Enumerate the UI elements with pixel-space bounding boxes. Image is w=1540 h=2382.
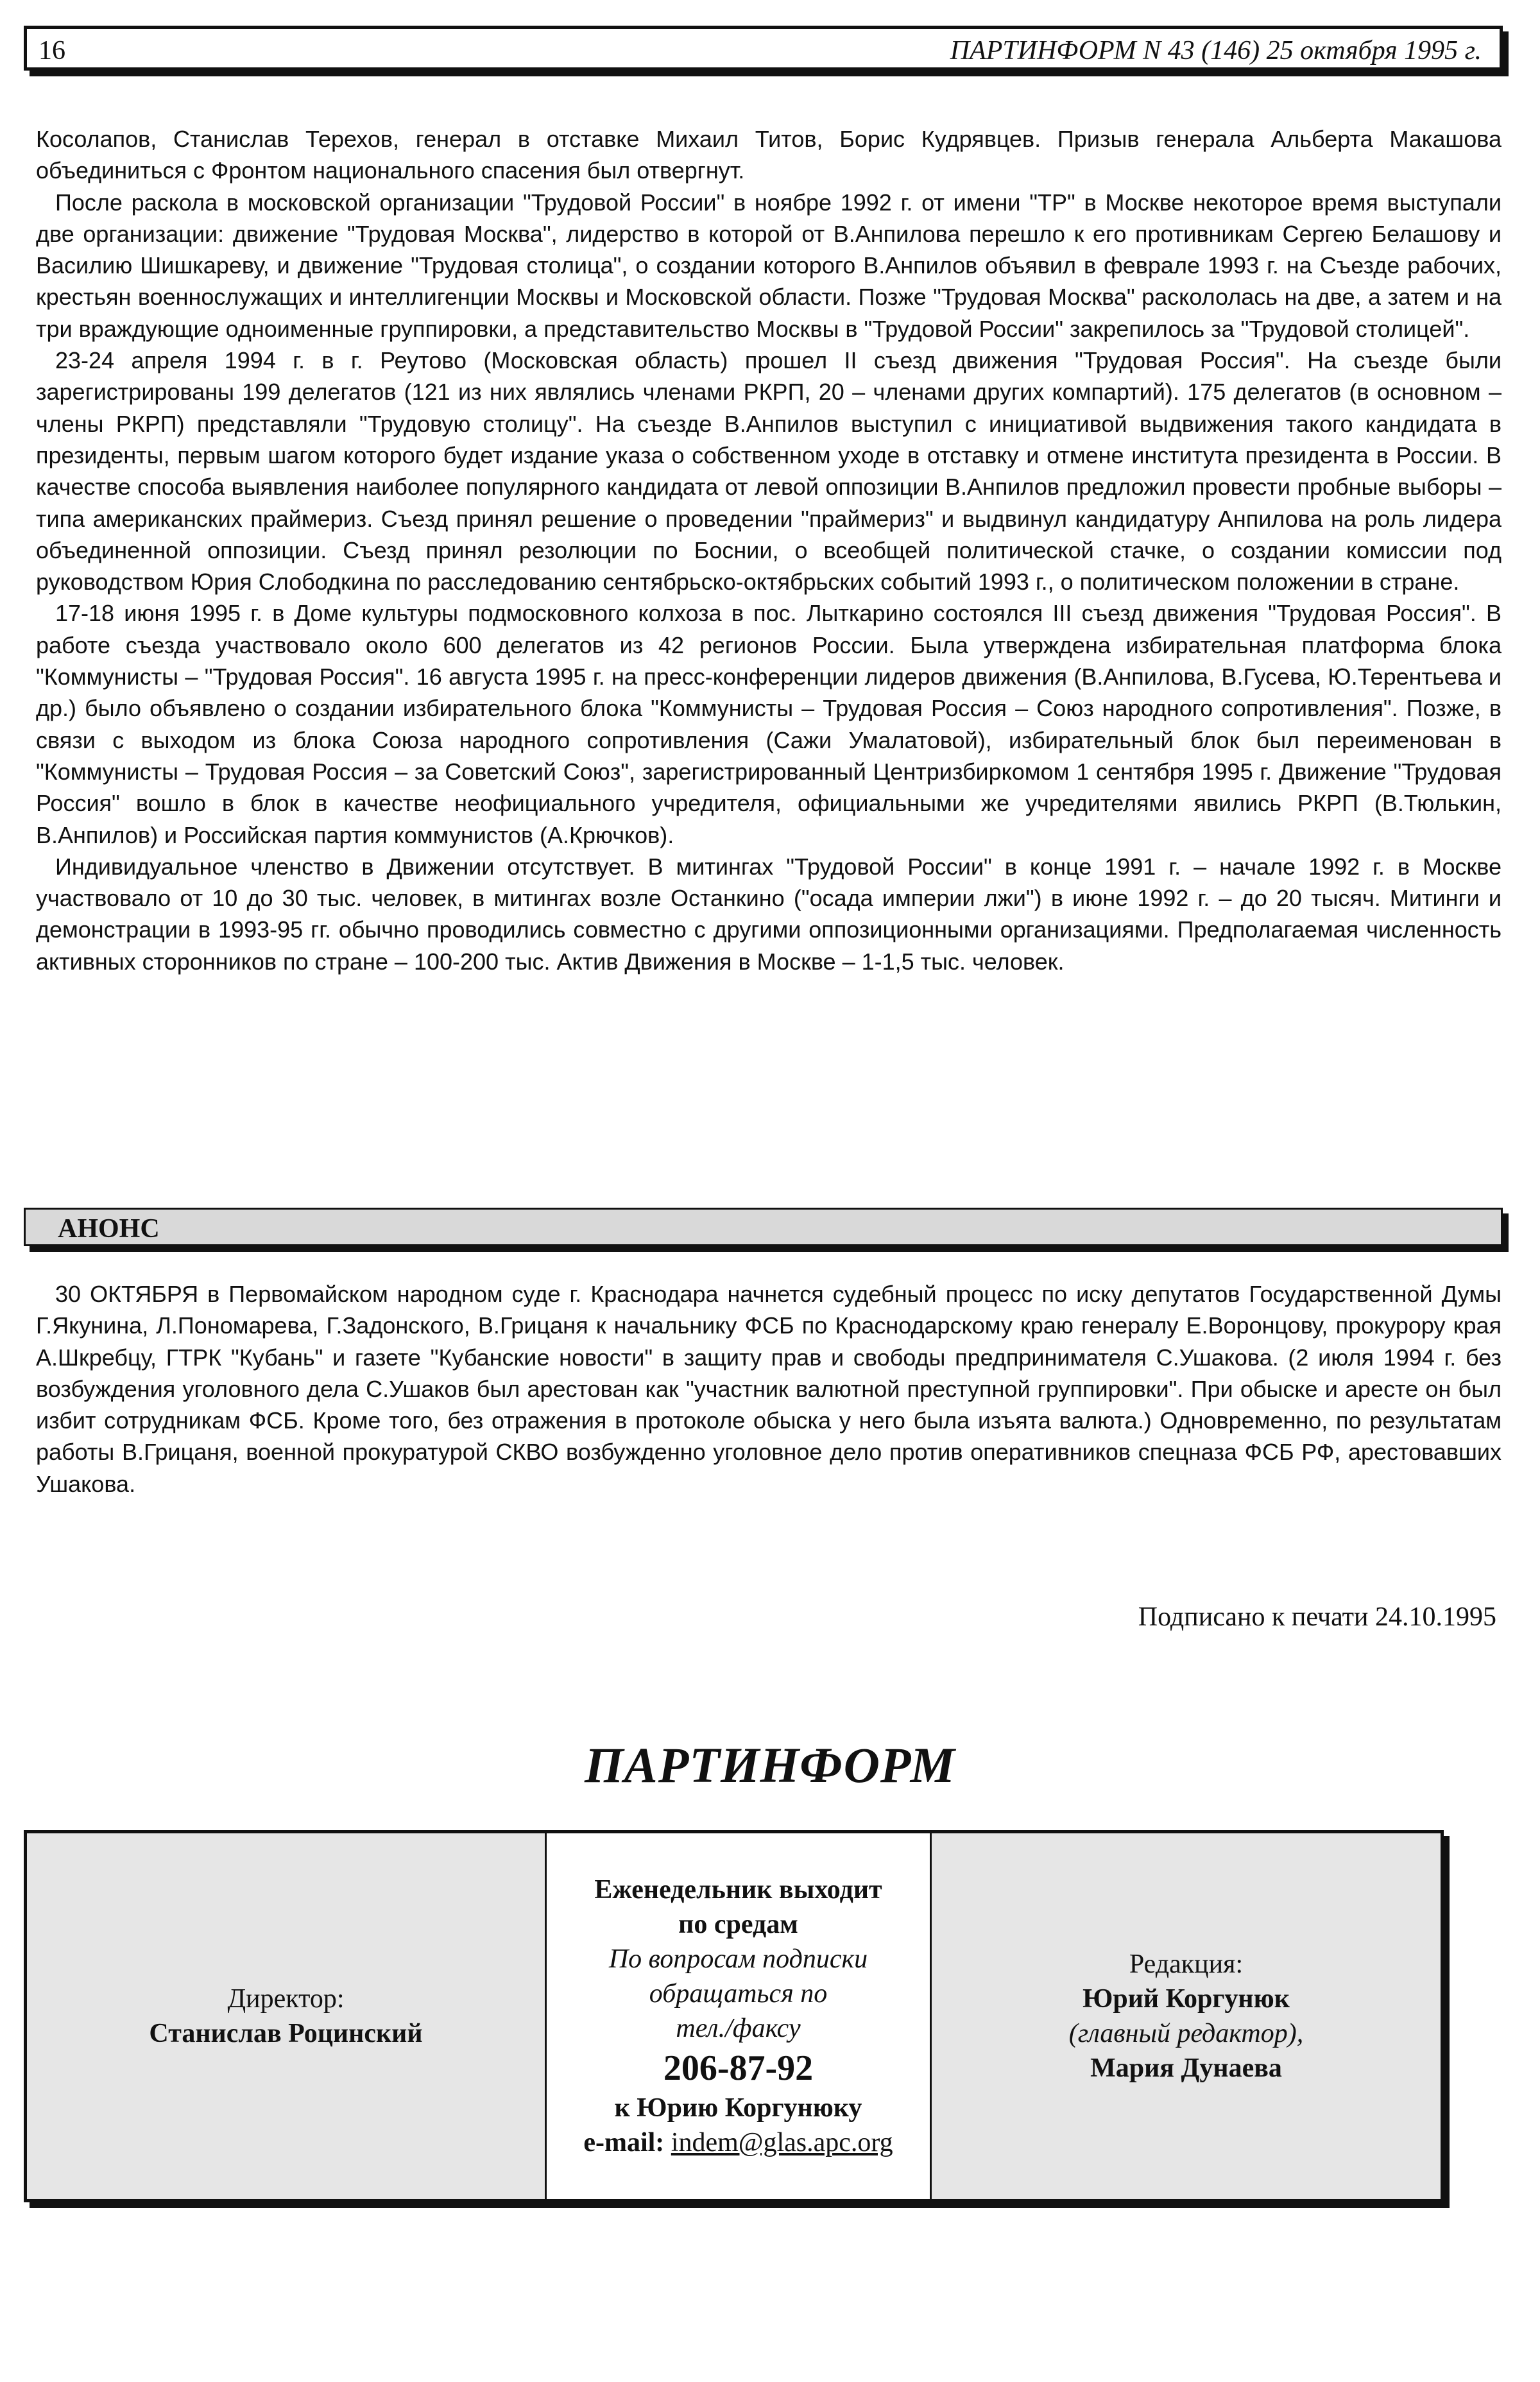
director-label: Директор: bbox=[227, 1984, 345, 2014]
main-article bbox=[36, 123, 1502, 977]
editorial-label: Редакция: bbox=[1129, 1949, 1244, 1979]
announce-paragraph: 30 ОКТЯБРЯ в Первомайском народном суде г. Краснодара начнется судебный процесс по иску депутатов Государственной Думы Г.Якунина, Л.Пономарева, Г.Задонского, В.Грицаня к начальнику ФСБ по Краснодарскому краю генералу Е.Воронцову, прокурору края А.Шкребцу, ГТРК "Кубань" и газете "Кубанские новости" в защиту прав и свободы предпринимателя С.Ушакова. (2 июля 1994 г. без возбуждения уголовного дела С.Ушаков был арестован как "участник валютной преступной группировки". При обыске и аресте он был избит сотрудникам ФСБ. Кроме того, без отражения в протоколе обыска у него была изъята валюта.) Одновременно, по результатам работы В.Грицаня, военной прокуратурой СКВО возбужденно уголовное дело против оперативников спецназа ФСБ РФ, арестовавших Ушакова. bbox=[36, 1281, 1502, 1497]
weekly-line-1: Еженедельник выходит bbox=[594, 1875, 882, 1905]
director-name: Станислав Роцинский bbox=[149, 2019, 423, 2048]
paragraph: Индивидуальное членство в Движении отсутствует. В митингах "Трудовой России" в конце 1991 г. – начале 1992 г. в Москве участвовало от 10 до 30 тыс. человек, в митингах возле Останкино ("осада империи лжи") в июне 1992 г. – до 20 тысяч. Митинги и демонстрации в 1993-95 гг. обычно проводились совместно с другими оппозиционными организациями. Предполагаемая численность активных сторонников по стране – 100-200 тыс. Актив Движения в Москве – 1-1,5 тыс. человек. bbox=[36, 853, 1502, 975]
imprint-director-cell bbox=[27, 1833, 547, 2199]
weekly-line-2: по средам bbox=[678, 1910, 798, 1939]
editor2-name: Мария Дунаева bbox=[1090, 2053, 1282, 2083]
paragraph: 23-24 апреля 1994 г. в г. Реутово (Московская область) прошел II съезд движения "Трудовая Россия". На съезде были зарегистрированы 199 делегатов (121 из них являлись членами РКРП, 20 – членами других компартий). 175 делегатов (в основном – члены РКРП) представляли "Трудовую столицу". На съезде В.Анпилов выступил с инициативой выдвижения такого кандидата в президенты, первым шагом которого будет издание указа о собственном уходе в отставку и отмене института президента в России. В качестве способа выявления наиболее популярного кандидата от левой оппозиции В.Анпилов предложил провести пробные выборы – типа американских праймериз. Съезд принял решение о проведении "праймериз" и выдвинул кандидатуру Анпилова на роль лидера объединенной оппозиции. Съезд принял резолюции по Боснии, о всеобщей политической стачке, о создании комиссии под руководством Юрия Слободкина по расследованию сентябрьско-октябрьских событий 1993 г., о политическом положении в стране. bbox=[36, 347, 1502, 596]
announce-section bbox=[36, 1278, 1502, 1500]
issue-line: ПАРТИНФОРМ N 43 (146) 25 октября 1995 г. bbox=[950, 36, 1482, 65]
imprint-subscription-cell bbox=[547, 1833, 932, 2199]
paragraph: 17-18 июня 1995 г. в Доме культуры подмосковного колхоза в пос. Лыткарино состоялся III съезд движения "Трудовая Россия". В работе съезда участвовало около 600 делегатов из 42 регионов России. Была утверждена избирательная платформа блока "Коммунисты – "Трудовая Россия". 16 августа 1995 г. на пресс-конференции лидеров движения (В.Анпилова, В.Гусева, Ю.Терентьева и др.) было объявлено о создании избирательного блока "Коммунисты – Трудовая Россия – Союз народного сопротивления". Позже, в связи с выходом из блока Союза народного сопротивления (Сажи Умалатовой), избирательный блок был переименован в "Коммунисты – Трудовая Россия – за Советский Союз", зарегистрированный Центризбиркомом 1 сентября 1995 г. Движение "Трудовая Россия" вошло в блок в качестве неофициального учредителя, официальными же учредителями явились РКРП (В.Тюлькин, В.Анпилов) и Российская партия коммунистов (А.Крючков). bbox=[36, 600, 1502, 848]
phone-number: 206-87-92 bbox=[663, 2048, 814, 2088]
editor-name: Юрий Коргунюк bbox=[1082, 1984, 1290, 2014]
imprint-table bbox=[24, 1830, 1444, 2202]
page-number: 16 bbox=[38, 36, 65, 65]
signed-to-print: Подписано к печати 24.10.1995 bbox=[1138, 1602, 1496, 1632]
email-link[interactable]: indem@glas.apc.org bbox=[671, 2128, 893, 2157]
subscribe-line-2: обращаться по bbox=[649, 1979, 828, 2009]
contact-person: к Юрию Коргунюку bbox=[614, 2093, 862, 2123]
masthead-title: ПАРТИНФОРМ bbox=[585, 1737, 955, 1793]
imprint-editorial-cell bbox=[932, 1833, 1441, 2199]
paragraph: Косолапов, Станислав Терехов, генерал в отставке Михаил Титов, Борис Кудрявцев. Призыв генерала Альберта Макашова объединиться с Фронтом национального спасения был отвергнут. bbox=[36, 126, 1502, 184]
email-label: e-mail: bbox=[583, 2128, 665, 2157]
announce-heading: АНОНС bbox=[58, 1214, 160, 1244]
page-header bbox=[24, 26, 1503, 71]
announce-heading-bar bbox=[24, 1208, 1503, 1246]
editor-role: (главный редактор), bbox=[1068, 2019, 1304, 2048]
email-line bbox=[583, 2125, 893, 2160]
subscribe-line-1: По вопросам подписки bbox=[608, 1944, 868, 1974]
paragraph: После раскола в московской организации "Трудовой России" в ноябре 1992 г. от имени "ТР" в Москве некоторое время выступали две организации: движение "Трудовая Москва", лидерство в которой от В.Анпилова перешло к его противникам Сергею Белашову и Василию Шишкареву, и движение "Трудовая столица", о создании которого В.Анпилов объявил в феврале 1993 г. на Съезде рабочих, крестьян военнослужащих и интеллигенции Москвы и Московской области. Позже "Трудовая Москва" раскололась на две, а затем и на три враждующие одноименные группировки, а представительство Москвы в "Трудовой России" закрепилось за "Трудовой столицей". bbox=[36, 189, 1502, 342]
subscribe-line-3: тел./факсу bbox=[676, 2014, 801, 2043]
